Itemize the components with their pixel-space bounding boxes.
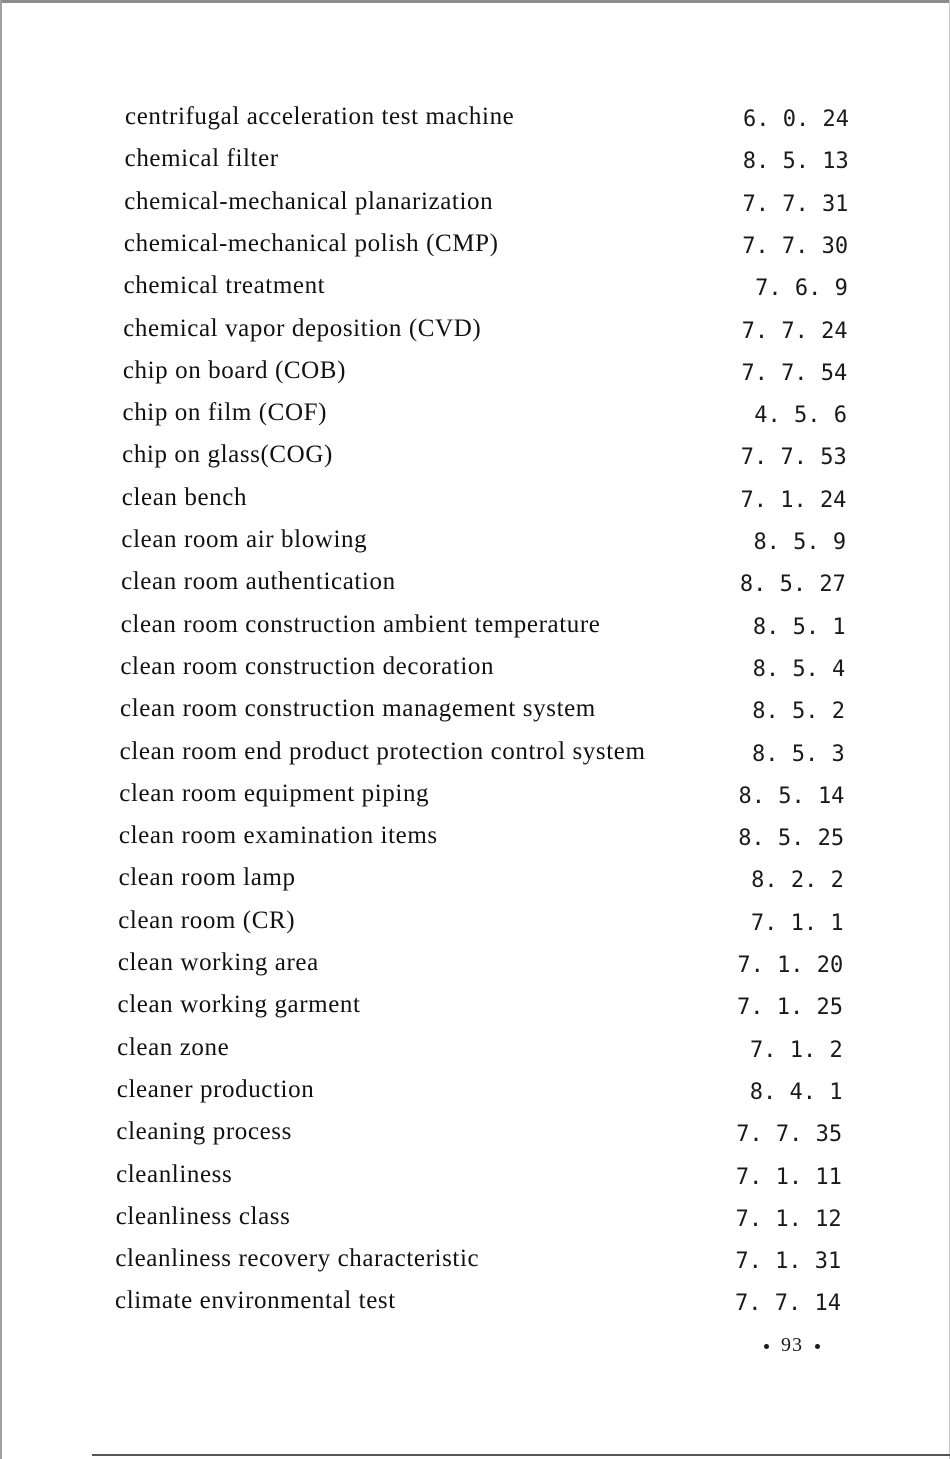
page-number-left-dot: [764, 1344, 769, 1349]
page-number: [752, 1334, 832, 1357]
index-section-ref: 8. 5. 27: [739, 572, 846, 598]
index-entry: [0, 103, 950, 143]
index-term: cleanliness class: [115, 1202, 291, 1230]
index-entry: [0, 1076, 950, 1116]
index-term: clean working area: [117, 949, 319, 976]
index-section-ref: 7. 7. 14: [735, 1291, 841, 1317]
index-entry: [0, 145, 950, 185]
bottom-rule: [92, 1454, 950, 1456]
index-entry: [0, 1161, 950, 1201]
index-entry: [0, 272, 950, 312]
index-section-ref: 7. 6. 9: [755, 276, 848, 302]
index-term: centrifugal acceleration test machine: [125, 103, 515, 130]
index-entry: [0, 568, 950, 608]
index-section-ref: 8. 2. 2: [751, 868, 844, 894]
index-term: chemical treatment: [123, 272, 326, 300]
index-term: clean room lamp: [118, 864, 296, 892]
index-section-ref: 7. 7. 35: [736, 1122, 843, 1148]
index-entry: [0, 188, 950, 228]
index-section-ref: 7. 1. 12: [735, 1206, 842, 1232]
index-term: clean zone: [117, 1033, 230, 1061]
index-section-ref: 7. 7. 54: [741, 360, 848, 386]
index-entry: [0, 357, 950, 397]
index-section-ref: 8. 4. 1: [749, 1079, 843, 1105]
index-section-ref: 7. 1. 2: [750, 1037, 843, 1063]
index-entry: [0, 1287, 950, 1327]
index-term: clean room end product protection control system: [119, 737, 646, 765]
page-number-right-dot: [815, 1344, 820, 1349]
index-term: cleaning process: [116, 1118, 292, 1146]
index-term: climate environmental test: [115, 1287, 396, 1315]
index-section-ref: 7. 7. 30: [742, 233, 849, 259]
index-section-ref: 7. 7. 53: [740, 445, 847, 471]
index-entry: [0, 399, 950, 439]
index-section-ref: 8. 5. 25: [738, 826, 845, 852]
index-term: chip on film (COF): [122, 399, 328, 427]
index-section-ref: 7. 1. 25: [737, 995, 843, 1021]
index-term: cleanliness recovery characteristic: [115, 1245, 480, 1273]
index-section-ref: 8. 5. 13: [742, 149, 849, 175]
index-entry: [0, 949, 950, 989]
index-entry: [0, 1245, 950, 1285]
index-term: clean room authentication: [121, 568, 396, 596]
index-section-ref: 7. 1. 20: [737, 953, 844, 978]
index-section-ref: 8. 5. 14: [738, 783, 845, 809]
index-entry: [0, 230, 950, 270]
index-term: clean room construction ambient temperature: [120, 610, 601, 638]
index-term: clean room examination items: [118, 822, 438, 850]
index-section-ref: 4. 5. 6: [754, 403, 847, 429]
index-section-ref: 7. 1. 31: [735, 1249, 842, 1275]
index-section-ref: 8. 5. 2: [752, 699, 845, 725]
index-term: clean room air blowing: [121, 526, 368, 553]
index-entry: [0, 611, 950, 651]
index-section-ref: 8. 5. 1: [752, 614, 846, 640]
index-entry: [0, 653, 950, 693]
index-term: clean room (CR): [118, 906, 296, 934]
index-term: chemical-mechanical polish (CMP): [123, 229, 499, 257]
index-term: clean room construction decoration: [120, 652, 495, 680]
index-section-ref: 7. 7. 31: [742, 191, 849, 217]
index-entry: [0, 1118, 950, 1158]
index-term: chemical-mechanical planarization: [124, 187, 494, 215]
index-term: cleaner production: [116, 1075, 315, 1103]
index-term: chemical filter: [124, 145, 279, 173]
index-term: chip on board (COB): [122, 356, 347, 384]
index-section-ref: 7. 7. 24: [741, 318, 848, 344]
index-entry: [0, 864, 950, 904]
index-entry: [0, 780, 950, 820]
index-entry: [0, 441, 950, 481]
index-term: clean working garment: [117, 991, 361, 1019]
index-section-ref: 7. 1. 11: [735, 1164, 842, 1190]
index-term: clean bench: [121, 483, 248, 511]
index-entry: [0, 991, 950, 1031]
index-entry: [0, 484, 950, 524]
index-term: clean room equipment piping: [119, 779, 430, 807]
index-section-ref: 8. 5. 9: [753, 530, 847, 555]
index-entry: [0, 1034, 950, 1074]
index-entry: [0, 822, 950, 862]
page-number-value: 93: [781, 1334, 803, 1356]
index-entry: [0, 738, 950, 778]
index-entry: [0, 315, 950, 355]
index-section-ref: 8. 5. 4: [752, 656, 846, 682]
index-section-ref: 7. 1. 24: [740, 487, 847, 513]
index-section-ref: 8. 5. 3: [752, 741, 845, 767]
index-entry: [0, 695, 950, 735]
index-section-ref: 7. 1. 1: [750, 910, 844, 936]
index-term: chemical vapor deposition (CVD): [123, 314, 482, 342]
index-entry: [0, 907, 950, 947]
index-term: clean room construction management system: [120, 695, 596, 723]
index-term: chip on glass(COG): [122, 441, 333, 469]
index-term: cleanliness: [116, 1160, 233, 1188]
index-entry: [0, 1203, 950, 1243]
index-section-ref: 6. 0. 24: [743, 107, 849, 132]
index-entry: [0, 526, 950, 566]
